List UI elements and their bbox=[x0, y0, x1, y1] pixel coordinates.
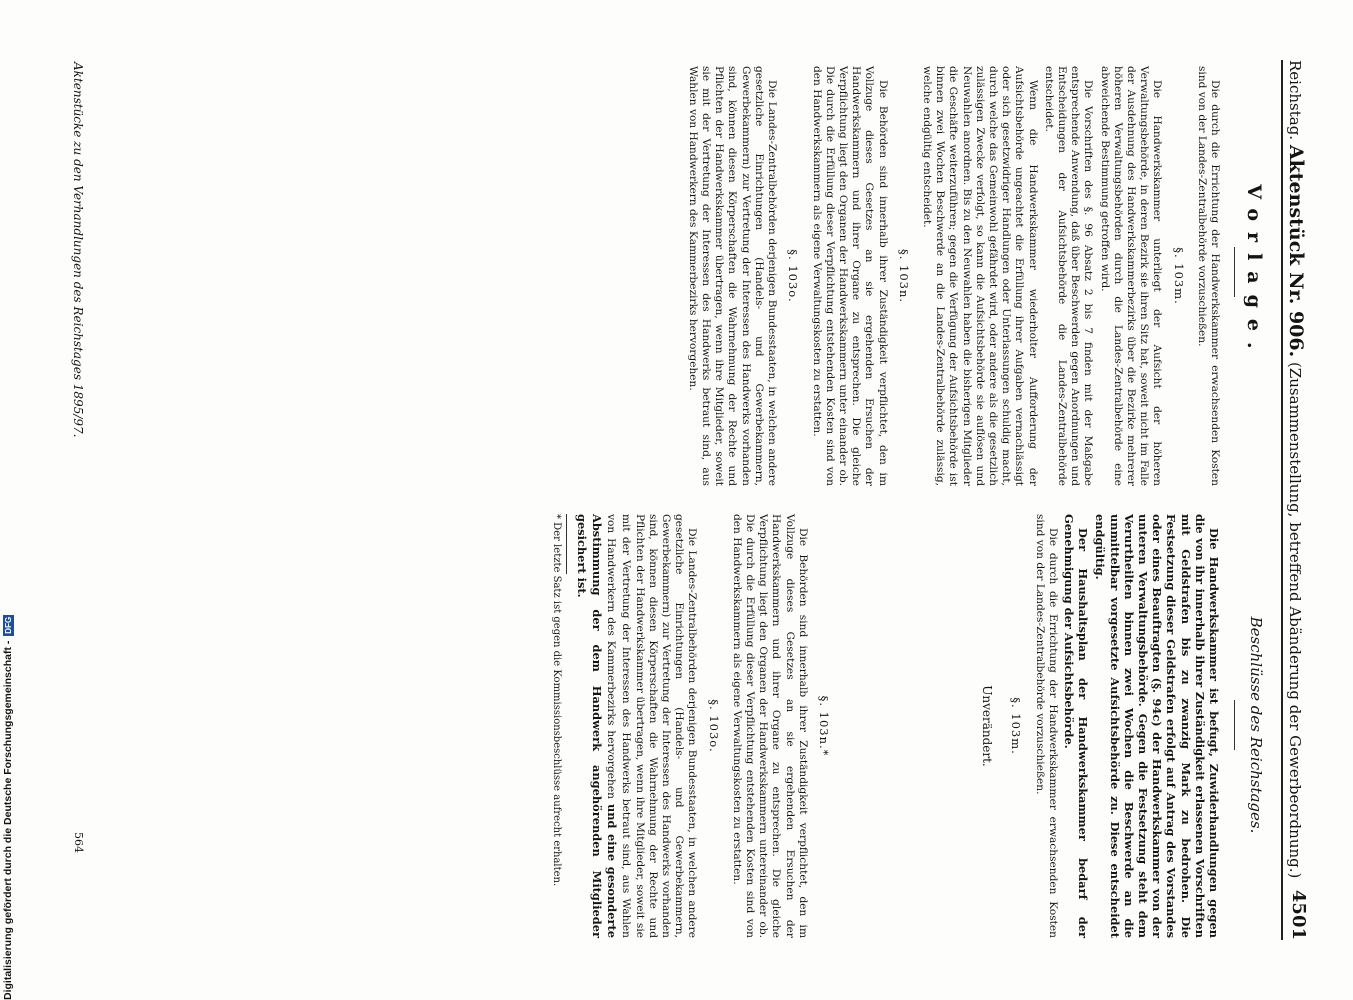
heading-rule-right bbox=[1234, 700, 1235, 750]
left-column bbox=[683, 66, 1221, 486]
running-title bbox=[1285, 60, 1307, 878]
right-bold-paragraph-1: Die Handwerkskammer ist befugt, Zuwiderhandlungen gegen die von ihr innerhalb ihrer Zuständigkeit erlassenen Vorschriften mit Geldstrafen bis zu zwanzig Mark zu bedrohen. Die Festsetzung dieser Geldstrafen erfolgt auf Antrag des Vorstandes oder eines Beauftragten (§. 94c) der Handwerkskammer von der unteren Verwaltungsbehörde. Gegen die Festsetzung steht dem Verurtheilten binnen zwei Wochen die Beschwerde an die unmittelbar vorgesetzte Aufsichtsbehörde zu. Diese entscheidet endgültig. bbox=[1093, 514, 1221, 938]
right-paragraph-4: Die Behörden sind innerhalb ihrer Zuständigkeit verpflichtet, den im Vollzuge dieses Gesetzes an sie ergehenden Ersuchen der Handwerkskammern und ihrer Organe zu entsprechen. Die gleiche Verpflichtung liegt den Organen der Handwerkskammern untereinander ob. Die durch die Erfüllung dieser Verpflichtung entstehenden Kosten sind von den Handwerkskammern als eigene Verwaltungskosten zu erstatten. bbox=[730, 514, 809, 938]
left-column-heading: Vorlage. bbox=[1243, 184, 1265, 360]
dfg-logo: DFG bbox=[4, 616, 13, 634]
footnote-rule bbox=[567, 514, 568, 574]
heading-rule bbox=[1234, 247, 1235, 297]
page-number: 4501 bbox=[1288, 889, 1309, 940]
footnote: * Der letzte Satz ist gegen die Kommissionsbeschlüsse aufrecht erhalten. bbox=[551, 514, 563, 887]
left-section-103m: §. 103m. bbox=[1171, 247, 1186, 305]
right-intro: Die durch die Errichtung der Handwerkskammer erwachsenden Kosten sind von der Landes-Zentralbehörde vorzuschießen. bbox=[1033, 514, 1059, 938]
digitization-note: Digitalisierung gefördert durch die Deutsche Forschungsgemeinschaft - bbox=[2, 640, 14, 1000]
digitization-strip bbox=[2, 0, 18, 1000]
digitization-note-wrap bbox=[2, 0, 14, 1000]
left-paragraph-2: Die Vorschriften des §. 96 Absatz 2 bis 7 finden mit der Maßgabe entsprechende Anwendung, daß über Beschwerden gegen Anordnungen und Entscheidungen der Aufsichtsbehörde die Landes-Zentralbehörde entscheidet. bbox=[1042, 66, 1095, 486]
left-intro: Die durch die Errichtung der Handwerkskammer erwachsenden Kosten sind von der Landes-Zentralbehörde vorzuschießen. bbox=[1195, 66, 1221, 486]
right-paragraph-5-bold: und eine gesonderte Abstimmung der dem Handwerk angehörenden Mitglieder gesichert ist. bbox=[574, 514, 620, 938]
left-paragraph-4: Die Behörden sind innerhalb ihrer Zuständigkeit verpflichtet, den im Vollzuge dieses Gesetzes an sie ergehenden Ersuchen der Handwerkskammern und ihrer Organe zu entsprechen. Die gleiche Verpflichtung liegt den Organen der Handwerkskammern unter einander ob. Die durch die Erfüllung dieser Verpflichtung entstehenden Kosten sind von den Handwerkskammern als eigene Verwaltungskosten zu erstatten. bbox=[810, 66, 889, 486]
footer-page-number: 564 bbox=[72, 832, 85, 853]
right-unchanged: Unverändert. bbox=[980, 685, 995, 767]
right-column bbox=[551, 514, 1222, 938]
running-title-prefix: Reichstag. bbox=[1286, 60, 1304, 141]
footer-source: Aktenstücke zu den Verhandlungen des Reichstages 1895/97. bbox=[71, 62, 85, 438]
aktenstueck-number: Aktenstück Nr. 906. bbox=[1285, 144, 1307, 358]
running-title-rest: (Zusammenstellung, betreffend Abänderung der Gewerbeordnung.) bbox=[1286, 362, 1304, 879]
right-bold-paragraph-2: Der Haushaltsplan der Handwerkskammer bedarf der Genehmigung der Aufsichtsbehörde. bbox=[1061, 514, 1091, 938]
left-section-103n: §. 103n. bbox=[896, 248, 911, 304]
right-column-heading: Beschlüsse des Reichstages. bbox=[1247, 616, 1265, 834]
left-paragraph-3: Wenn die Handwerkskammer wiederholter Aufforderung der Aufsichtsbehörde ungeachtet die Erfüllung ihrer Aufgaben vernachlässigt oder sich gesetzwidriger Handlungen oder Unterlassungen schuldig macht, durch welche das Gemeinwohl gefährdet wird, oder andere als die gesetzlich zulässigen Zwecke verfolgt, so kann die Aufsichtsbehörde sie auflösen und Neuwahlen anordnen. Bis zu den Neuwahlen haben die bisherigen Mitglieder die Geschäfte weiterzuführen; gegen die Verfügung der Aufsichtsbehörde ist binnen zwei Wochen Beschwerde an die Landes-Zentralbehörde zulässig, welche endgültig entscheidet. bbox=[920, 66, 1039, 486]
right-section-103m: §. 103m. bbox=[1009, 697, 1024, 755]
left-paragraph-5: Die Landes-Zentralbehörden derjenigen Bundesstaaten, in welchen andere gesetzliche Einrichtungen (Handels- und Gewerbekammern, Gewerbekammern) zur Vertretung der Interessen des Handwerks vorhanden sind, können diesen Körperschaften die Wahrnehmung der Rechte und Pflichten der Handwerkskammer übertragen, wenn ihre Mitglieder, soweit sie mit der Vertretung der Interessen des Handwerks betraut sind, aus Wahlen von Handwerkern des Kammerbezirks hervorgehen. bbox=[686, 66, 779, 486]
right-section-103n: §. 103n.* bbox=[816, 695, 831, 757]
right-paragraph-5 bbox=[574, 514, 699, 938]
page-header bbox=[1281, 60, 1309, 940]
left-paragraph-1: Die Handwerkskammer unterliegt der Aufsicht der höheren Verwaltungsbehörde, in deren Bezirk sie ihren Sitz hat, soweit nicht im Falle der Ausdehnung des Handwerkskammerbezirks über die Bezirke mehrerer höheren Verwaltungsbehörden durch die Landes-Zentralbehörde eine abweichende Bestimmung getroffen wird. bbox=[1098, 66, 1164, 486]
left-section-103o: §. 103o. bbox=[786, 249, 801, 303]
right-paragraph-5-text: Die Landes-Zentralbehörden derjenigen Bundesstaaten, in welchen andere gesetzliche Einrichtungen (Handels- und Gewerbekammern, Gewerbekammern) zur Vertretung der Interessen des Handwerks vorhanden sind, können diesen Körperschaften die Wahrnehmung der Rechte und Pflichten der Handwerkskammer übertragen, wenn ihre Mitglieder, soweit sie mit der Vertretung der Interessen des Handwerks betraut sind, aus Wahlen von Handwerkern des Kammerbezirks hervorgehen bbox=[605, 514, 699, 938]
right-section-103o: §. 103o. bbox=[706, 699, 721, 753]
